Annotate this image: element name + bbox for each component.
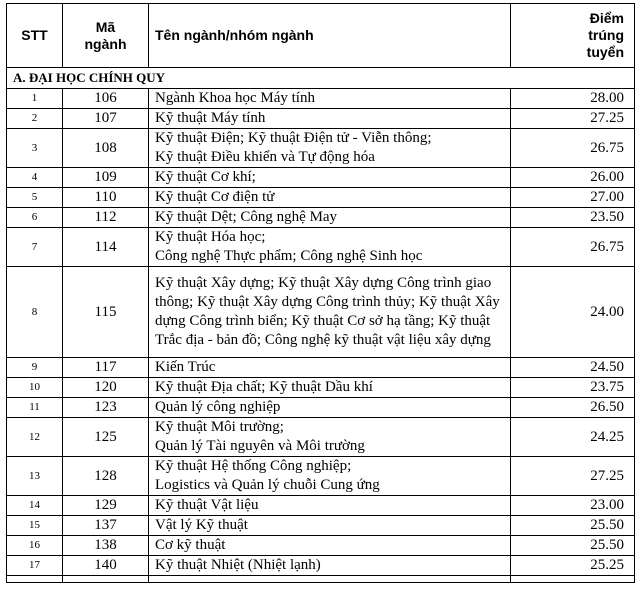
header-major-code-line-2: ngành — [84, 35, 127, 52]
header-major-code — [63, 4, 149, 68]
major-name-line: Quản lý Tài nguyên và Môi trường — [155, 438, 365, 454]
cropped-cell — [511, 576, 635, 583]
row-admission-score: 24.00 — [511, 267, 635, 358]
row-major-code: 138 — [63, 536, 149, 556]
row-stt: 3 — [7, 129, 63, 168]
row-major-code: 123 — [63, 398, 149, 418]
section-title: A. ĐẠI HỌC CHÍNH QUY — [7, 68, 635, 89]
header-score-line-3: tuyển — [586, 44, 624, 60]
row-admission-score: 23.75 — [511, 378, 635, 398]
row-stt: 8 — [7, 267, 63, 358]
major-name-line: Kỹ thuật Cơ khí; — [155, 169, 256, 185]
row-major-name — [149, 129, 511, 168]
row-major-name — [149, 267, 511, 358]
table-header-row — [7, 4, 635, 68]
row-major-code: 129 — [63, 496, 149, 516]
row-admission-score: 27.25 — [511, 457, 635, 496]
row-stt: 13 — [7, 457, 63, 496]
table-row — [7, 418, 635, 457]
row-major-code: 109 — [63, 168, 149, 188]
table-row — [7, 378, 635, 398]
header-score-line-1: Điểm — [589, 10, 624, 26]
row-major-name — [149, 109, 511, 129]
row-major-name — [149, 378, 511, 398]
row-stt: 11 — [7, 398, 63, 418]
major-name-line: Kỹ thuật Điều khiển và Tự động hóa — [155, 149, 375, 165]
major-name-line: Kỹ thuật Địa chất; Kỹ thuật Dầu khí — [155, 379, 373, 395]
table-row — [7, 536, 635, 556]
major-name-line: Kỹ thuật Điện; Kỹ thuật Điện tử - Viễn thông; — [155, 130, 432, 146]
row-major-code: 140 — [63, 556, 149, 576]
row-admission-score: 23.50 — [511, 208, 635, 228]
row-major-name — [149, 496, 511, 516]
cropped-cell — [63, 576, 149, 583]
row-major-name — [149, 457, 511, 496]
row-stt: 15 — [7, 516, 63, 536]
table-row — [7, 228, 635, 267]
row-admission-score: 23.00 — [511, 496, 635, 516]
row-major-name — [149, 556, 511, 576]
row-major-code: 112 — [63, 208, 149, 228]
major-name-line: thông; Kỹ thuật Xây dựng Công trình thủy; Kỹ thuật Xây — [155, 294, 500, 310]
row-major-code: 108 — [63, 129, 149, 168]
table-row — [7, 556, 635, 576]
row-major-code: 137 — [63, 516, 149, 536]
row-admission-score: 24.25 — [511, 418, 635, 457]
row-major-name — [149, 168, 511, 188]
table-row — [7, 496, 635, 516]
major-name-line: Công nghệ Thực phẩm; Công nghệ Sinh học — [155, 248, 423, 264]
major-name-line: Kỹ thuật Dệt; Công nghệ May — [155, 209, 338, 225]
row-major-code: 115 — [63, 267, 149, 358]
major-name-line: Kỹ thuật Nhiệt (Nhiệt lạnh) — [155, 557, 321, 573]
table-row — [7, 188, 635, 208]
row-major-name — [149, 358, 511, 378]
major-name-line: Kỹ thuật Vật liệu — [155, 497, 259, 513]
major-name-line: Kỹ thuật Xây dựng; Kỹ thuật Xây dựng Công trình giao — [155, 275, 492, 291]
row-stt: 7 — [7, 228, 63, 267]
major-name-line: Ngành Khoa học Máy tính — [155, 90, 315, 106]
major-name-line: Vật lý Kỹ thuật — [155, 517, 248, 533]
header-major-name: Tên ngành/nhóm ngành — [149, 4, 511, 68]
table-row — [7, 208, 635, 228]
row-admission-score: 27.00 — [511, 188, 635, 208]
row-admission-score: 25.50 — [511, 536, 635, 556]
table-row — [7, 267, 635, 358]
row-stt: 5 — [7, 188, 63, 208]
row-stt: 1 — [7, 89, 63, 109]
row-major-code: 117 — [63, 358, 149, 378]
row-major-name — [149, 516, 511, 536]
header-score-line-2: trúng — [588, 27, 624, 43]
cropped-cell — [149, 576, 511, 583]
row-major-code: 110 — [63, 188, 149, 208]
row-admission-score: 25.50 — [511, 516, 635, 536]
row-major-code: 120 — [63, 378, 149, 398]
admission-score-document — [6, 3, 634, 583]
table-row — [7, 516, 635, 536]
row-major-code: 106 — [63, 89, 149, 109]
row-major-name — [149, 418, 511, 457]
row-admission-score: 27.25 — [511, 109, 635, 129]
row-admission-score: 26.75 — [511, 228, 635, 267]
table-row — [7, 457, 635, 496]
major-name-line: dựng Công trình biển; Kỹ thuật Cơ sở hạ tầng; Kỹ thuật — [155, 313, 491, 329]
row-stt: 17 — [7, 556, 63, 576]
row-major-name — [149, 188, 511, 208]
header-major-code-line-1: Mã — [95, 18, 116, 35]
table-row — [7, 358, 635, 378]
row-major-name — [149, 536, 511, 556]
row-admission-score: 25.25 — [511, 556, 635, 576]
major-name-line: Quản lý công nghiệp — [155, 399, 281, 415]
row-major-name — [149, 228, 511, 267]
admission-score-table — [6, 3, 635, 583]
row-major-code: 114 — [63, 228, 149, 267]
row-stt: 6 — [7, 208, 63, 228]
row-stt: 2 — [7, 109, 63, 129]
row-major-name — [149, 89, 511, 109]
row-major-code: 107 — [63, 109, 149, 129]
major-name-line: Kỹ thuật Cơ điện tử — [155, 189, 275, 205]
row-stt: 16 — [7, 536, 63, 556]
table-row-cropped — [7, 576, 635, 583]
row-major-code: 128 — [63, 457, 149, 496]
row-admission-score: 26.50 — [511, 398, 635, 418]
row-admission-score: 24.50 — [511, 358, 635, 378]
major-name-line: Kỹ thuật Hệ thống Công nghiệp; — [155, 458, 352, 474]
row-stt: 12 — [7, 418, 63, 457]
row-stt: 9 — [7, 358, 63, 378]
row-stt: 10 — [7, 378, 63, 398]
table-body — [7, 68, 635, 583]
row-admission-score: 26.00 — [511, 168, 635, 188]
header-stt: STT — [7, 4, 63, 68]
table-row — [7, 398, 635, 418]
row-admission-score: 28.00 — [511, 89, 635, 109]
major-name-line: Logistics và Quản lý chuỗi Cung ứng — [155, 477, 380, 493]
major-name-line: Cơ kỹ thuật — [155, 537, 226, 553]
major-name-line: Kỹ thuật Máy tính — [155, 110, 266, 126]
major-name-line: Kiến Trúc — [155, 359, 216, 375]
row-major-name — [149, 398, 511, 418]
row-admission-score: 26.75 — [511, 129, 635, 168]
table-row — [7, 129, 635, 168]
major-name-line: Kỹ thuật Môi trường; — [155, 419, 284, 435]
row-stt: 14 — [7, 496, 63, 516]
major-name-line: Kỹ thuật Hóa học; — [155, 229, 266, 245]
cropped-cell — [7, 576, 63, 583]
row-stt: 4 — [7, 168, 63, 188]
table-row — [7, 89, 635, 109]
section-row — [7, 68, 635, 89]
row-major-name — [149, 208, 511, 228]
table-row — [7, 109, 635, 129]
table-row — [7, 168, 635, 188]
major-name-line: Trắc địa - bản đồ; Công nghệ kỹ thuật vật liệu xây dựng — [155, 332, 491, 348]
row-major-code: 125 — [63, 418, 149, 457]
header-admission-score — [511, 4, 635, 68]
